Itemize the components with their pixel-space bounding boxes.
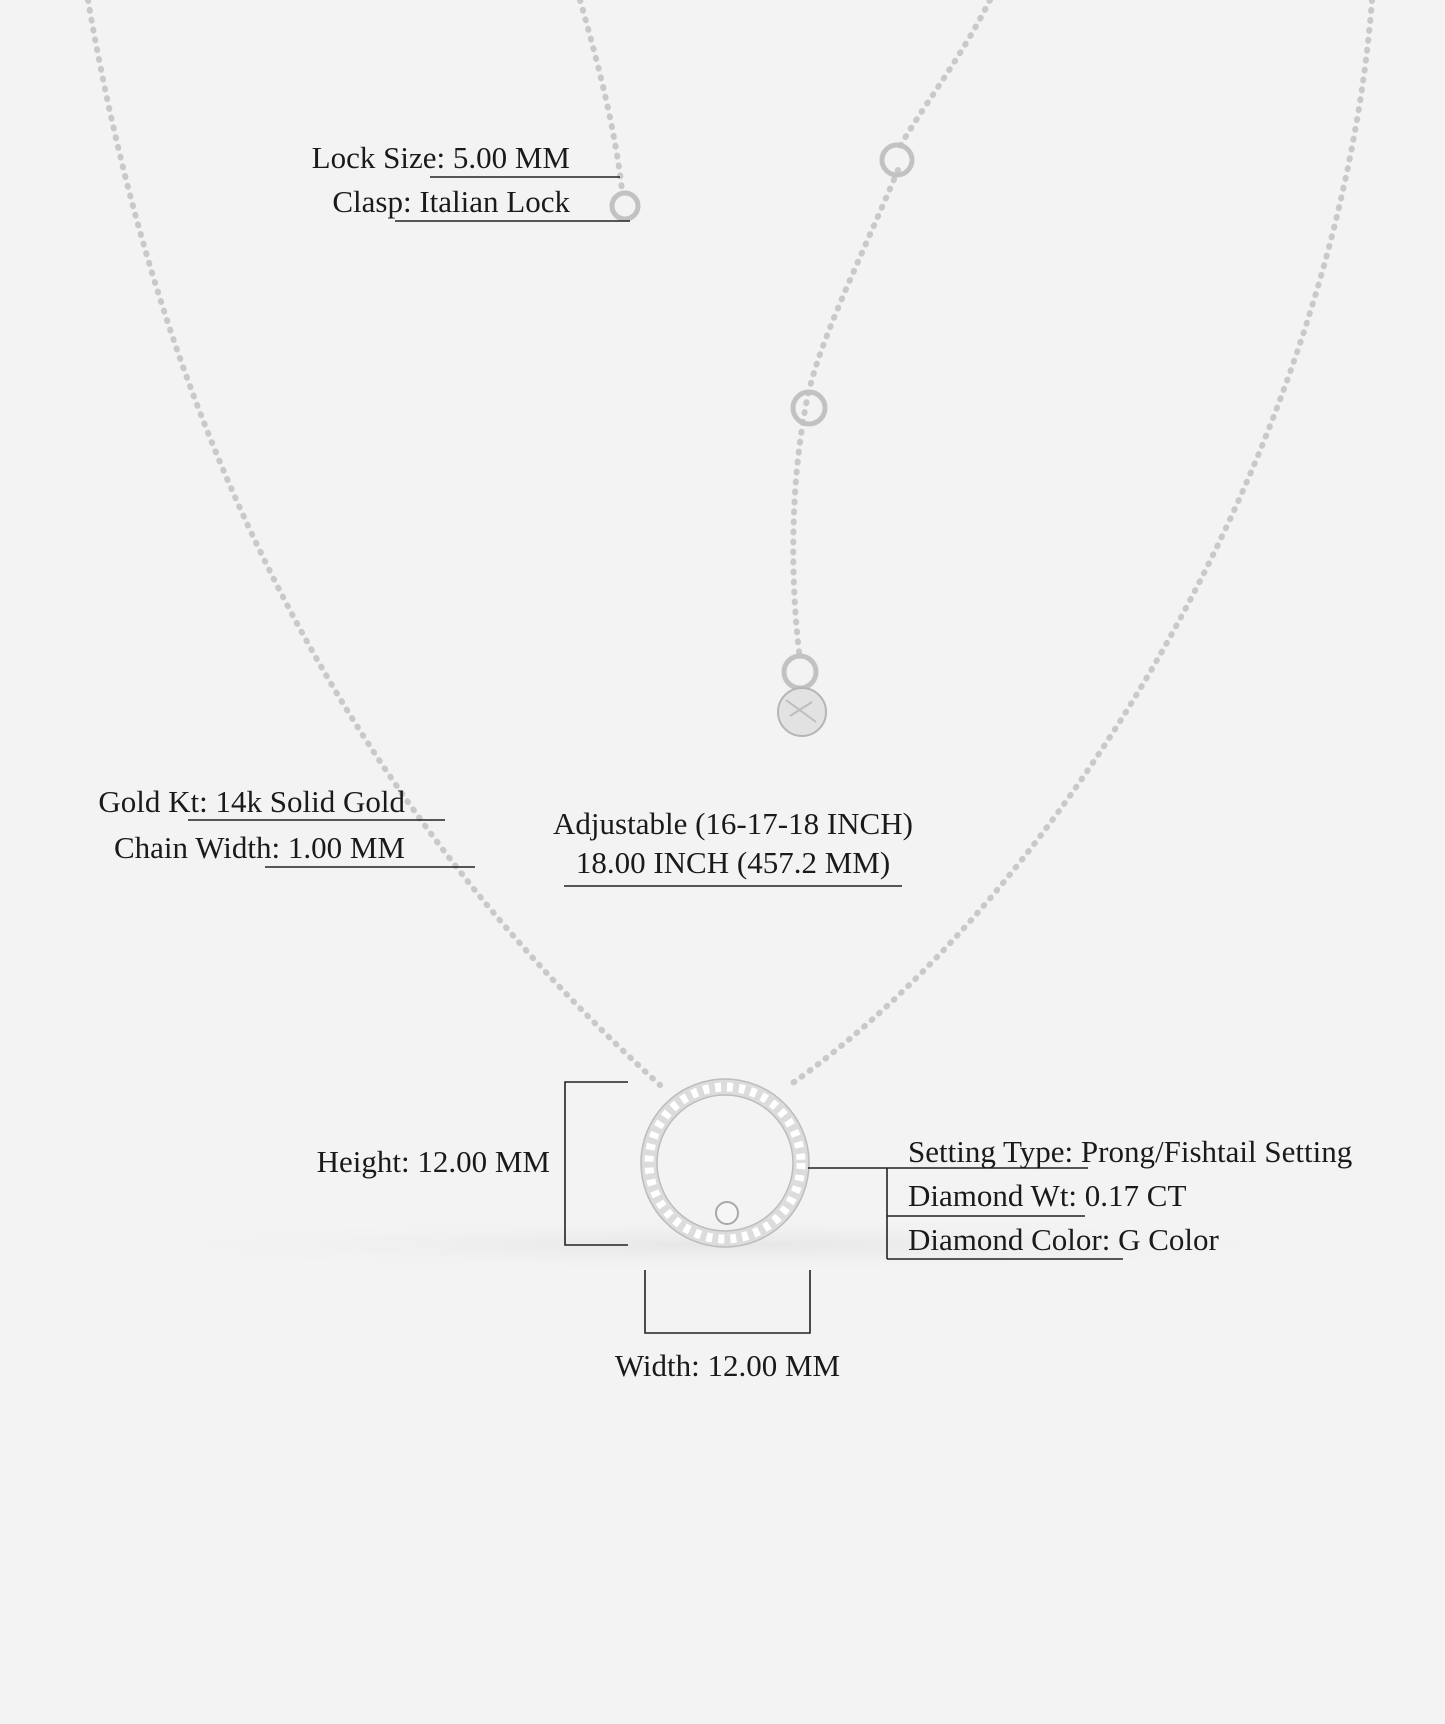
clasp-value: Italian Lock bbox=[419, 184, 570, 219]
diamond-color-value: G Color bbox=[1118, 1222, 1219, 1257]
clasp-spec bbox=[180, 184, 570, 220]
diamond-color-key: Diamond Color: bbox=[908, 1222, 1111, 1257]
gold-kt-spec bbox=[20, 784, 405, 820]
chain-right bbox=[790, 0, 1372, 1085]
chain-clasp-top bbox=[580, 0, 622, 190]
extender-ring-2 bbox=[793, 392, 825, 424]
gold-kt-key: Gold Kt: bbox=[98, 784, 208, 819]
diamond-wt-value: 0.17 CT bbox=[1084, 1178, 1187, 1213]
center-diamond bbox=[716, 1202, 738, 1224]
clasp-key: Clasp: bbox=[332, 184, 412, 219]
height-value: 12.00 MM bbox=[417, 1144, 550, 1179]
setting-type-spec bbox=[908, 1134, 1352, 1170]
clasp-ring bbox=[612, 193, 638, 219]
chain-extender bbox=[793, 170, 898, 660]
width-key: Width: bbox=[614, 1348, 700, 1383]
diamond-color-spec bbox=[908, 1222, 1219, 1258]
length-total: 18.00 INCH (457.2 MM) bbox=[575, 845, 891, 880]
length-adjustable: Adjustable (16-17-18 INCH) bbox=[553, 806, 913, 841]
lock-size-spec bbox=[180, 140, 570, 176]
extender-ring-3 bbox=[784, 656, 816, 688]
setting-type-key: Setting Type: bbox=[908, 1134, 1074, 1169]
chain-extender-top bbox=[898, 0, 990, 150]
width-bracket bbox=[645, 1270, 810, 1333]
width-value: 12.00 MM bbox=[707, 1348, 841, 1383]
chain-width-value: 1.00 MM bbox=[287, 830, 405, 865]
gold-kt-value: 14k Solid Gold bbox=[215, 784, 405, 819]
width-spec bbox=[560, 1348, 895, 1384]
lock-size-key: Lock Size: bbox=[311, 140, 446, 175]
chain-width-key: Chain Width: bbox=[114, 830, 281, 865]
setting-type-value: Prong/Fishtail Setting bbox=[1080, 1134, 1353, 1169]
diamond-wt-key: Diamond Wt: bbox=[908, 1178, 1078, 1213]
lock-size-value: 5.00 MM bbox=[452, 140, 570, 175]
height-key: Height: bbox=[316, 1144, 410, 1179]
chain-width-spec bbox=[20, 830, 405, 866]
diamond-wt-spec bbox=[908, 1178, 1186, 1214]
height-spec bbox=[240, 1144, 550, 1180]
